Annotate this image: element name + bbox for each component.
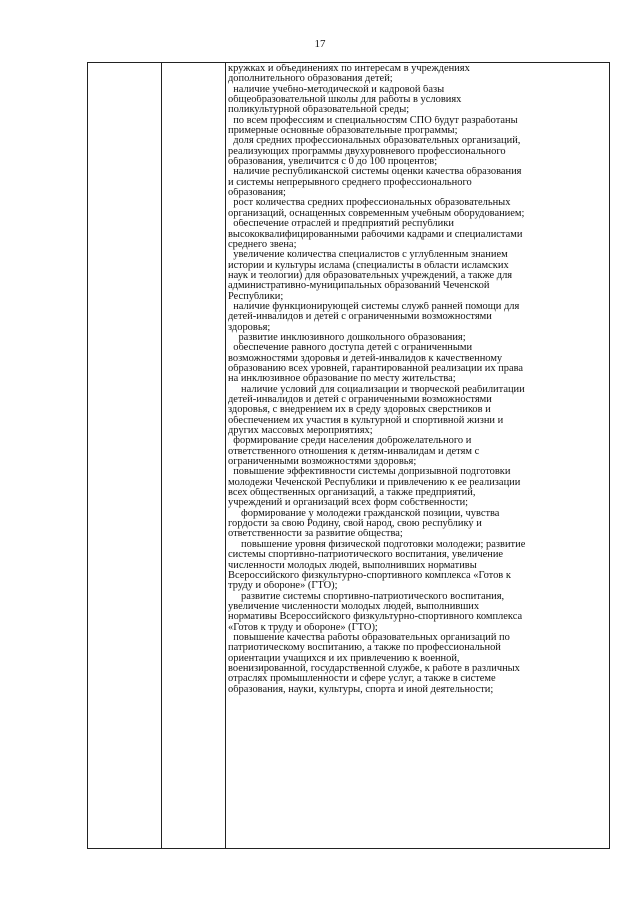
text-line: формирование у молодежи гражданской позиции, чувства (228, 508, 500, 519)
text-line: кружках и объединениях по интересам в учреждениях (228, 64, 470, 74)
text-line: ориентации учащихся и их привлечению к военной, (228, 653, 460, 664)
text-line: увеличение количества специалистов с углубленным знанием (228, 250, 508, 261)
text-line: доля средних профессиональных образовательных организаций, (228, 136, 521, 147)
text-line: рост количества средних профессиональных образовательных (228, 198, 511, 209)
text-line: гордости за свою Родину, свой народ, свою республику и (228, 519, 482, 530)
text-line: ответственности за развитие общества; (228, 529, 403, 540)
text-line: обеспечением их участия в культурной и спортивной жизни и (228, 415, 504, 426)
text-line: общеобразовательной школы для работы в условиях (228, 95, 462, 106)
text-line: повышение качества работы образовательных организаций по (228, 632, 510, 643)
text-line: истории и культуры ислама (специалисты в области исламских (228, 260, 509, 271)
page-number: 17 (314, 38, 326, 50)
text-line: развитие системы спортивно-патриотического воспитания, (228, 591, 505, 602)
text-line: среднего звена; (228, 239, 297, 250)
text-line: развитие инклюзивного дошкольного образования; (228, 332, 466, 343)
text-line: административно-муниципальных образований Чеченской (228, 281, 490, 292)
text-line: наук и теологии) для образовательных учреждений, а также для (228, 270, 513, 281)
text-line: на инклюзивное образование по месту жительства; (228, 374, 456, 385)
text-line: высококвалифицированными рабочими кадрами и специалистами (228, 229, 523, 240)
text-line: дополнительного образования детей; (228, 74, 393, 85)
text-line: патриотическому воспитанию, а также по профессиональной (228, 643, 501, 654)
text-line: здоровья; (228, 322, 271, 333)
text-line: учреждений и организаций всех форм собственности; (228, 498, 469, 509)
text-line: обеспечение равного доступа детей с ограниченными (228, 343, 473, 354)
expected-results-cell (228, 64, 607, 695)
text-line: детей-инвалидов и детей с ограниченными возможностями (228, 312, 492, 323)
table-column-divider (161, 63, 162, 848)
text-line: увеличение численности молодых людей, выполнивших (228, 601, 480, 612)
text-line: наличие функционирующей системы служб ранней помощи для (228, 301, 520, 312)
text-line: и системы непрерывного среднего профессионального (228, 177, 472, 188)
text-line: повышение уровня физической подготовки молодежи; развитие (228, 539, 526, 550)
text-line: ограниченными возможностями здоровья; (228, 457, 417, 468)
text-line: наличие республиканской системы оценки качества образования (228, 167, 522, 178)
text-line: Республики; (228, 291, 284, 302)
text-line: труду и обороне» (ГТО); (228, 581, 338, 592)
text-line: формирование среди населения доброжелательного и (228, 436, 472, 447)
text-line: возможностями здоровья и детей-инвалидов к качественному (228, 353, 503, 364)
text-line: молодежи Чеченской Республики и привлечению к ее реализации (228, 477, 521, 488)
text-line: организаций, оснащенных современным учебным оборудованием; (228, 208, 525, 219)
text-line: численности молодых людей, выполнивших нормативы (228, 560, 477, 571)
text-line: поликультурной образовательной среды; (228, 105, 410, 116)
text-line: системы спортивно-патриотического воспитания, увеличение (228, 550, 504, 561)
text-line: примерные основные образовательные программы; (228, 126, 458, 137)
text-line: образования; (228, 188, 286, 199)
text-line: реализующих программы двухуровневого профессионального (228, 146, 506, 157)
text-line: здоровья, с внедрением их в среду здоровых сверстников и (228, 405, 491, 416)
text-line: нормативы Всероссийского физкультурно-спортивного комплекса (228, 612, 523, 623)
text-line: по всем профессиям и специальностям СПО будут разработаны (228, 115, 518, 126)
text-line: обеспечение отраслей и предприятий республики (228, 219, 454, 230)
text-line: повышение эффективности системы допризывной подготовки (228, 467, 511, 478)
text-line: отраслях промышленности и сфере услуг, а также в системе (228, 674, 496, 685)
text-line: наличие учебно-методической и кадровой базы (228, 84, 445, 95)
text-line: военизированной, государственной службе, к работе в различных (228, 663, 520, 674)
document-table (87, 62, 610, 849)
text-line: детей-инвалидов и детей с ограниченными возможностями (228, 395, 492, 405)
text-line: «Готов к труду и обороне» (ГТО); (228, 622, 378, 633)
text-line: наличие условий для социализации и творческой реабилитации (228, 384, 525, 395)
text-line: всех общественных организаций, а также предприятий, (228, 488, 476, 499)
table-column-divider (225, 63, 226, 848)
text-line: ответственного отношения к детям-инвалидам и детям с (228, 446, 480, 457)
text-line: образования, науки, культуры, спорта и иной деятельности; (228, 684, 494, 695)
text-line: образованию всех уровней, гарантированной реализации их права (228, 363, 524, 374)
text-line: других массовых мероприятиях; (228, 426, 373, 437)
text-line: Всероссийского физкультурно-спортивного комплекса «Готов к (228, 570, 511, 581)
text-line: образования, увеличится с 0 до 100 процентов; (228, 157, 438, 168)
